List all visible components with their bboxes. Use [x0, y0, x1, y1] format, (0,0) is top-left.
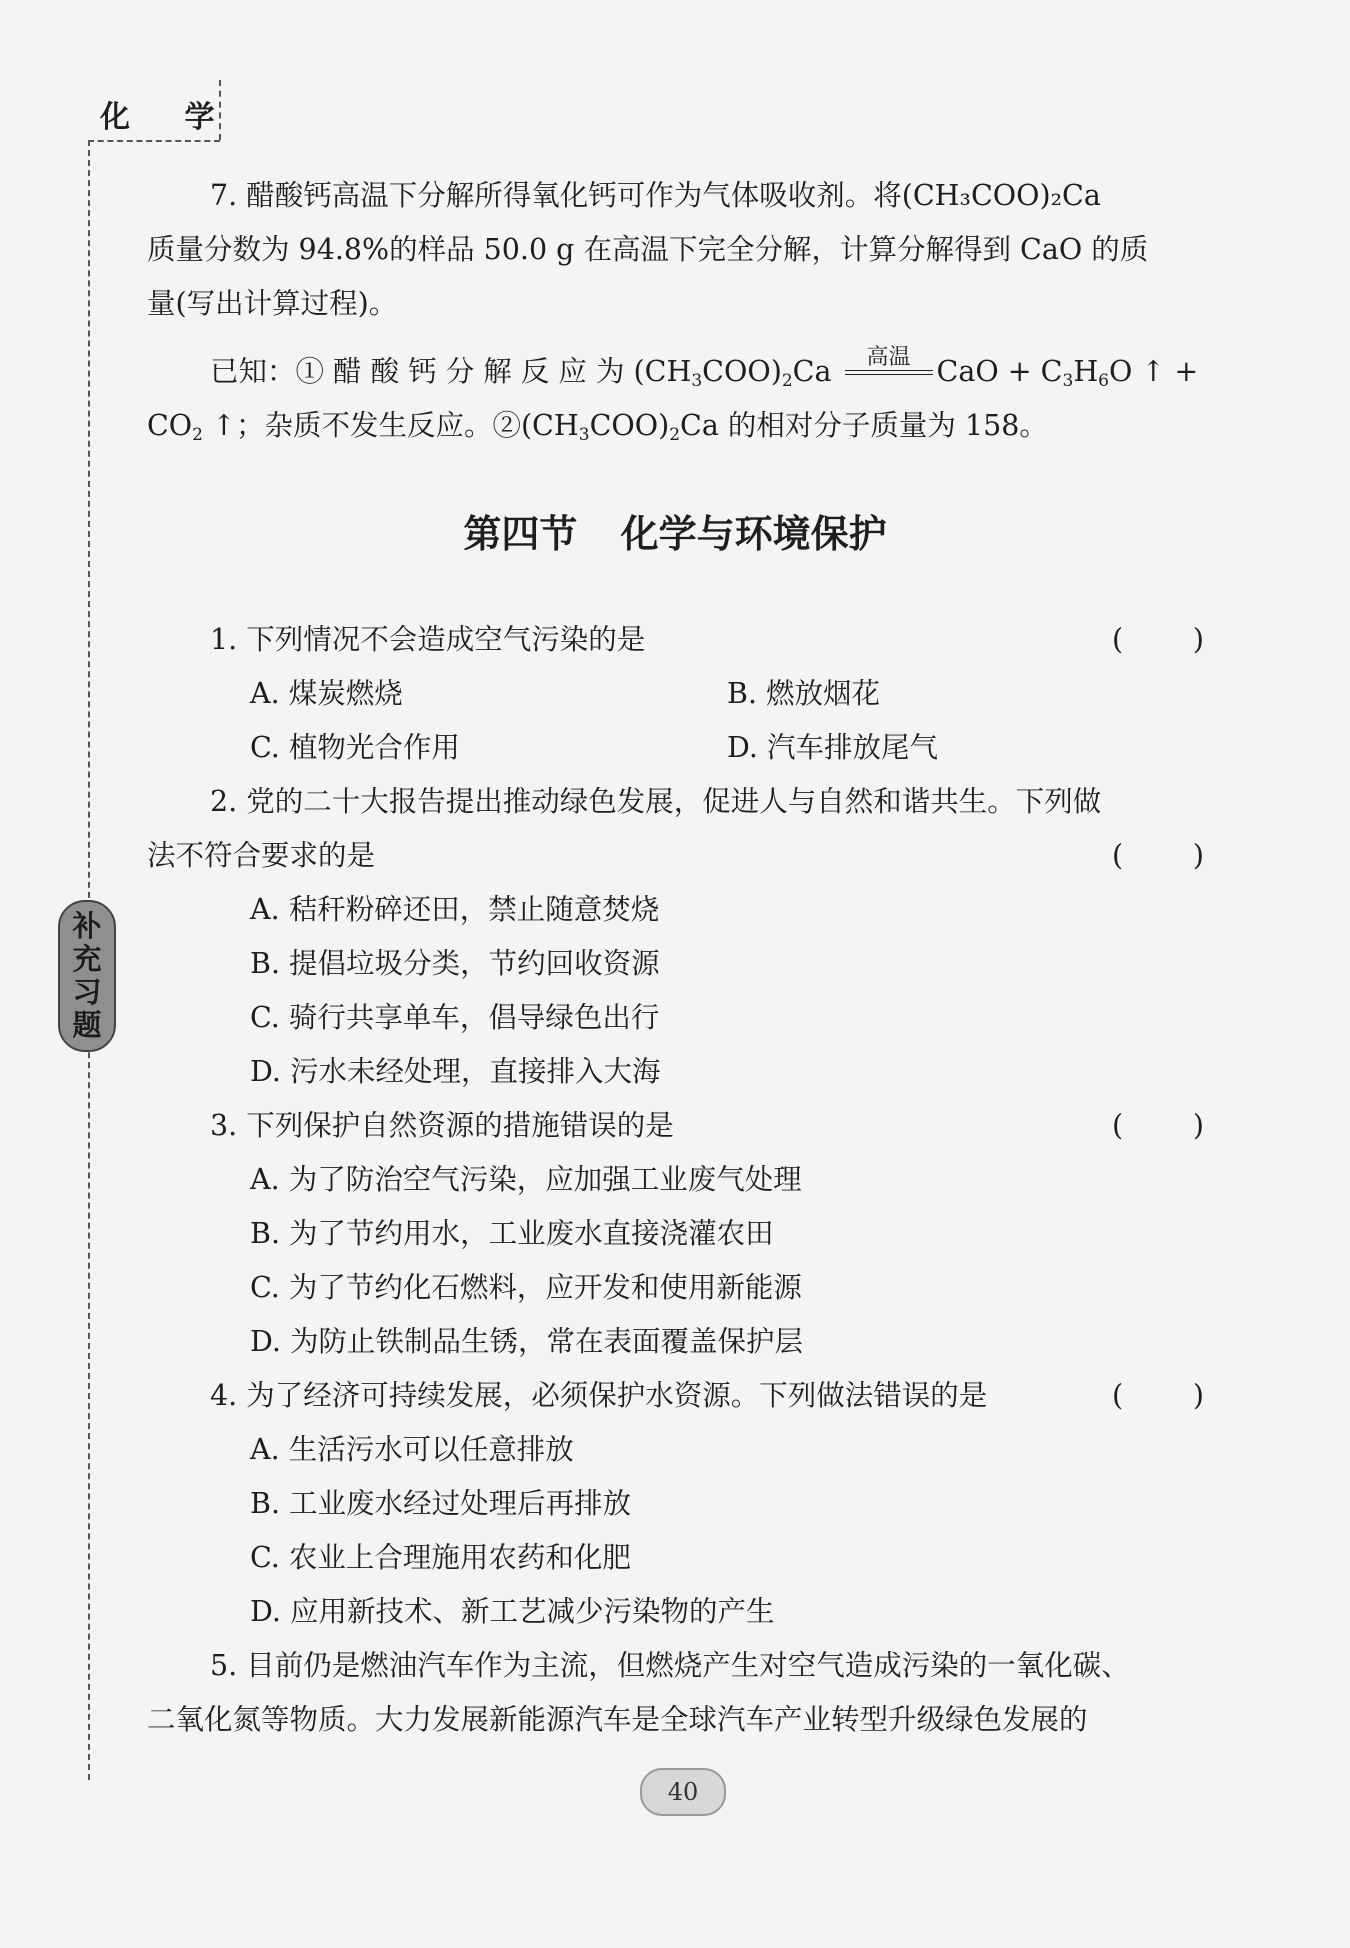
tab-char: 题: [72, 1008, 102, 1042]
answer-parentheses: [1112, 620, 1204, 660]
subscript: 3: [578, 425, 590, 445]
q4-option-a: A. 生活污水可以任意排放: [250, 1433, 574, 1466]
q7-known-line: [210, 345, 1199, 401]
line5-coo: COO): [589, 409, 670, 442]
q2-option-c: C. 骑行共享单车，倡导绿色出行: [250, 1001, 660, 1034]
q3-option-b: B. 为了节约用水，工业废水直接浇灌农田: [250, 1217, 774, 1250]
tab-char: 充: [72, 942, 102, 976]
q1-stem: 1. 下列情况不会造成空气污染的是: [210, 623, 646, 656]
subscript: 2: [669, 425, 681, 445]
co2-text: CO: [147, 409, 193, 442]
subscript: 3: [1062, 371, 1074, 391]
answer-parentheses: [1112, 1106, 1204, 1146]
paren-open: (: [1112, 839, 1124, 872]
q3-option-c: C. 为了节约化石燃料，应开发和使用新能源: [250, 1271, 802, 1304]
header-underline: [88, 140, 220, 142]
q4-stem: 4. 为了经济可持续发展，必须保护水资源。下列做法错误的是: [210, 1379, 988, 1412]
known-products: CaO + C: [936, 355, 1063, 388]
subscript: 6: [1098, 371, 1109, 391]
q4-option-b: B. 工业废水经过处理后再排放: [250, 1487, 632, 1520]
q2-stem-line2: 法不符合要求的是: [147, 839, 376, 872]
header-divider: [219, 80, 221, 140]
equals-line-top: [845, 370, 933, 371]
paren-close: ): [1192, 1379, 1204, 1412]
paren-close: ): [1192, 839, 1204, 872]
known-tail: O ↑ +: [1109, 355, 1199, 388]
equals-line-bottom: [845, 374, 933, 375]
q4-option-c: C. 农业上合理施用农药和化肥: [250, 1541, 631, 1574]
paren-open: (: [1112, 1109, 1124, 1142]
q3-option-d: D. 为防止铁制品生锈，常在表面覆盖保护层: [250, 1325, 803, 1358]
reaction-condition: 高温: [866, 345, 911, 370]
q7-line2: 质量分数为 94.8%的样品 50.0 g 在高温下完全分解，计算分解得到 CaO 的质: [147, 233, 1149, 266]
page-number: 40: [640, 1768, 726, 1816]
reaction-arrow: [845, 345, 933, 392]
paren-open: (: [1112, 1379, 1124, 1412]
q4-option-d: D. 应用新技术、新工艺减少污染物的产生: [250, 1595, 775, 1628]
q3-option-a: A. 为了防治空气污染，应加强工业废气处理: [250, 1163, 802, 1196]
line5-mid: ↑；杂质不发生反应。②(CH: [203, 409, 579, 442]
q2-option-a: A. 秸秆粉碎还田，禁止随意焚烧: [250, 893, 660, 926]
q2-option-b: B. 提倡垃圾分类，节约回收资源: [250, 947, 660, 980]
q1-option-d: D. 汽车排放尾气: [727, 731, 938, 764]
q1-option-c: C. 植物光合作用: [250, 731, 460, 764]
supplementary-exercises-tab: [58, 900, 116, 1052]
q3-stem: 3. 下列保护自然资源的措施错误的是: [210, 1109, 674, 1142]
subscript: 2: [781, 371, 793, 391]
q1-option-b: B. 燃放烟花: [727, 677, 881, 710]
q5-line1: 5. 目前仍是燃油汽车作为主流，但燃烧产生对空气造成污染的一氧化碳、: [210, 1649, 1130, 1682]
tab-char: 习: [72, 975, 102, 1009]
q1-option-a: A. 煤炭燃烧: [250, 677, 403, 710]
subscript: 3: [691, 371, 703, 391]
known-prefix: 已知：① 醋 酸 钙 分 解 反 应 为 (CH: [210, 355, 692, 388]
paren-close: ): [1192, 1109, 1204, 1142]
known-ca: Ca: [792, 355, 832, 388]
subject-header: 化 学: [100, 100, 237, 135]
section-title: 第四节 化学与环境保护: [463, 512, 887, 556]
q7-line5: [147, 406, 1048, 455]
q2-option-d: D. 污水未经处理，直接排入大海: [250, 1055, 661, 1088]
q7-line3: 量(写出计算过程)。: [147, 287, 398, 320]
known-c3h6o: H: [1073, 355, 1099, 388]
answer-parentheses: [1112, 836, 1204, 876]
answer-parentheses: [1112, 1376, 1204, 1416]
q2-stem-line1: 2. 党的二十大报告提出推动绿色发展，促进人与自然和谐共生。下列做: [210, 785, 1102, 818]
q5-line2: 二氧化氮等物质。大力发展新能源汽车是全球汽车产业转型升级绿色发展的: [147, 1703, 1088, 1736]
subscript: 2: [192, 425, 203, 445]
tab-char: 补: [72, 909, 102, 943]
paren-close: ): [1192, 623, 1204, 656]
known-mid: COO): [702, 355, 782, 388]
paren-open: (: [1112, 623, 1124, 656]
q7-line1: 7. 醋酸钙高温下分解所得氧化钙可作为气体吸收剂。将(CH₃COO)₂Ca: [210, 179, 1101, 212]
line5-end: Ca 的相对分子质量为 158。: [680, 409, 1048, 442]
